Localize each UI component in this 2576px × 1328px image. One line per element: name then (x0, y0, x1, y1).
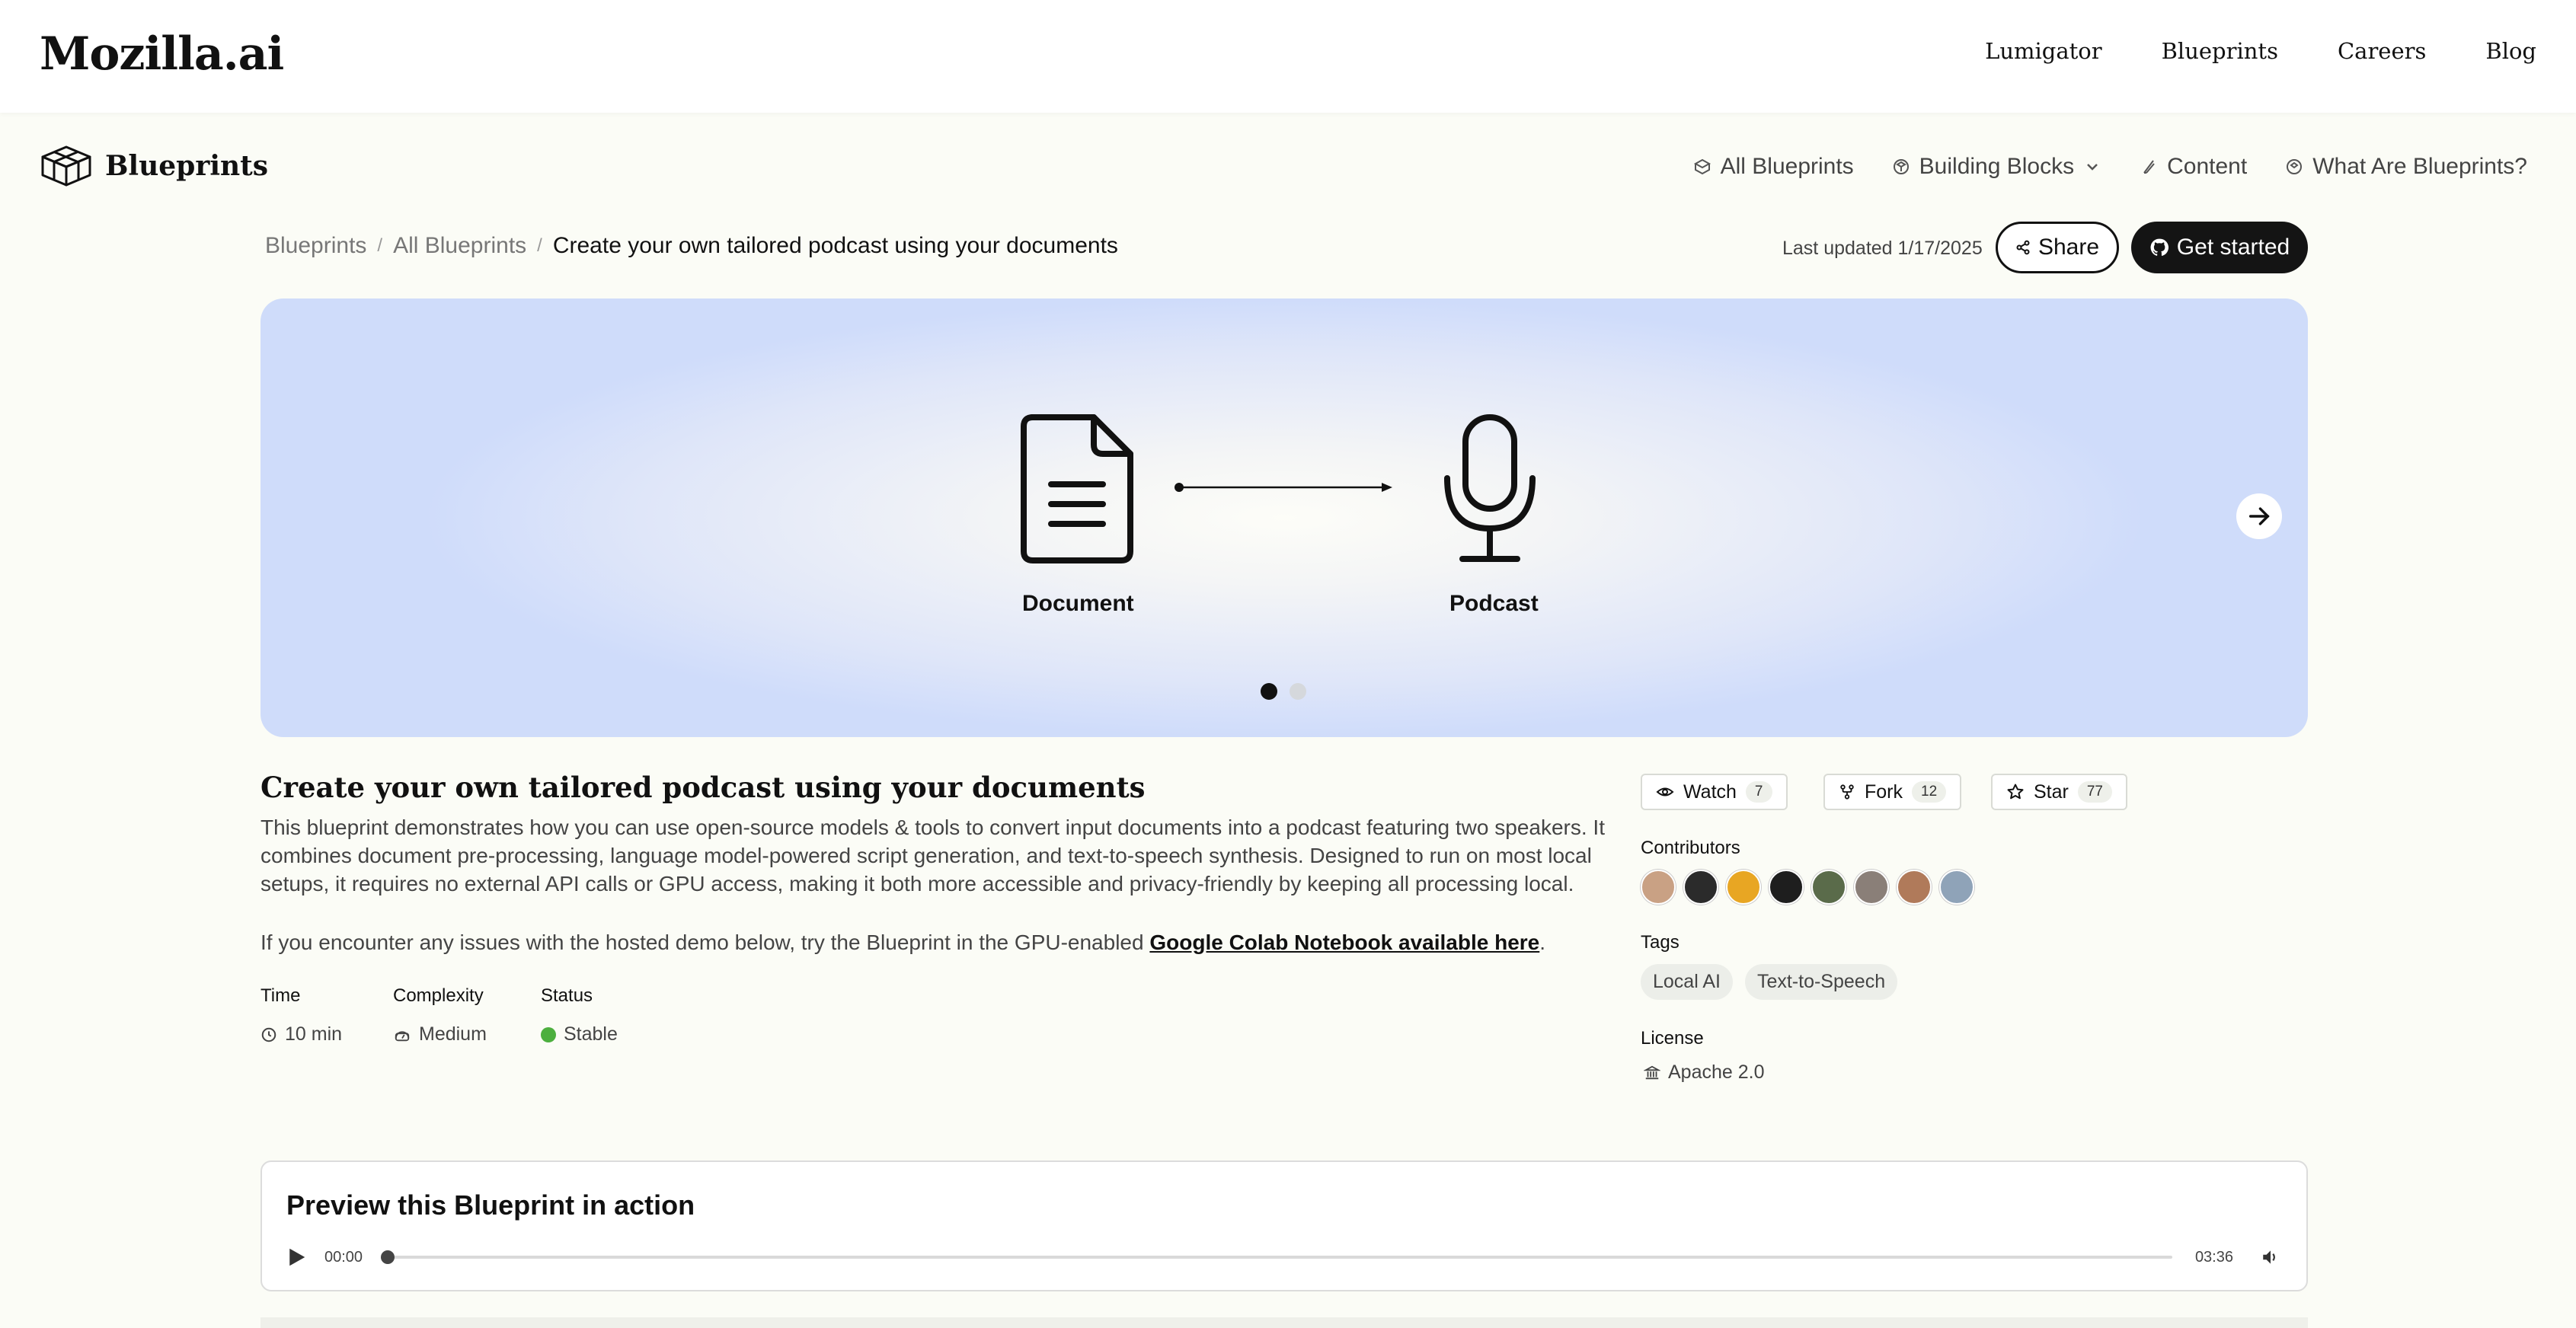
subnav-what-are-blueprints[interactable] (2285, 154, 2527, 180)
blueprint-title: Create your own tailored podcast using your documents (260, 771, 1146, 804)
get-started-label: Get started (2176, 235, 2290, 260)
status-label: Status (541, 985, 593, 1006)
audio-player (285, 1238, 2280, 1276)
colab-note-end: . (1539, 931, 1546, 954)
share-icon (2015, 240, 2031, 255)
watch-label: Watch (1683, 781, 1737, 803)
cube-icon (1693, 158, 1711, 176)
meta-complexity (393, 985, 487, 1045)
fork-count: 12 (1912, 781, 1946, 803)
carousel-dot-1[interactable] (1261, 683, 1277, 700)
arrow-right-icon (2246, 503, 2272, 529)
breadcrumb-blueprints[interactable]: Blueprints (265, 233, 367, 258)
colab-note (260, 931, 1545, 955)
avatar[interactable] (1854, 870, 1889, 905)
avatar[interactable] (1683, 870, 1718, 905)
time-value: 10 min (285, 1023, 343, 1045)
blueprints-subheader (0, 113, 2576, 219)
document-icon (1021, 414, 1133, 563)
breadcrumb-separator: / (537, 235, 542, 256)
chevron-down-icon (2083, 158, 2101, 176)
top-nav (1985, 38, 2536, 64)
star-label: Star (2034, 781, 2069, 803)
fork-label: Fork (1865, 781, 1903, 803)
avatar[interactable] (1726, 870, 1761, 905)
tags-list (1641, 964, 1897, 1000)
star-count: 77 (2078, 781, 2112, 803)
license-value-row (1644, 1061, 1765, 1084)
time-value-row (260, 1023, 342, 1045)
arrow-connector (1173, 480, 1394, 495)
current-time: 00:00 (324, 1248, 363, 1266)
top-navbar (0, 0, 2576, 113)
document-label: Document (1022, 591, 1134, 616)
carousel-dot-2[interactable] (1290, 683, 1306, 700)
tag-local-ai[interactable]: Local AI (1641, 964, 1733, 1000)
volume-icon[interactable] (2261, 1247, 2280, 1267)
fork-button[interactable] (1823, 774, 1961, 810)
podcast-label: Podcast (1449, 591, 1539, 616)
get-started-button[interactable] (2131, 222, 2308, 273)
colab-note-text: If you encounter any issues with the hosted demo below, try the Blueprint in the GPU-enabled (260, 931, 1150, 954)
last-updated: Last updated 1/17/2025 (1782, 238, 1983, 259)
carousel-next-button[interactable] (2236, 493, 2282, 539)
fork-icon (1839, 783, 1855, 801)
meta-time (260, 985, 342, 1045)
tag-text-to-speech[interactable]: Text-to-Speech (1745, 964, 1897, 1000)
tags-label: Tags (1641, 932, 1680, 953)
blueprint-description: This blueprint demonstrates how you can use open-source models & tools to convert input documents into a podcast featuring two speakers. It combines document pre-processing, language model-powered script generation, and text-to-speech synthesis. Designed to run on most local setups, it requires no external API calls or GPU access, making it both more accessible and privacy-friendly by keeping all processing local. (260, 816, 1605, 895)
breadcrumb-separator: / (377, 235, 383, 256)
license-label: License (1641, 1028, 1704, 1049)
blueprints-logo-text: Blueprints (105, 150, 269, 182)
status-value-row (541, 1023, 618, 1045)
help-icon (2285, 158, 2303, 176)
subnav-all-blueprints-label: All Blueprints (1720, 154, 1854, 179)
preview-title: Preview this Blueprint in action (286, 1189, 695, 1221)
watch-button[interactable] (1641, 774, 1788, 810)
breadcrumb-all-blueprints[interactable]: All Blueprints (393, 233, 527, 258)
blueprints-logo[interactable] (40, 145, 268, 187)
status-value: Stable (564, 1023, 618, 1045)
nav-blog[interactable]: Blog (2485, 38, 2536, 64)
next-section-edge (260, 1317, 2308, 1328)
content-icon (2140, 158, 2158, 176)
nav-blueprints[interactable]: Blueprints (2161, 38, 2278, 64)
complexity-label: Complexity (393, 985, 484, 1006)
mozilla-ai-logo[interactable]: Mozilla.ai (40, 27, 284, 81)
avatar[interactable] (1769, 870, 1804, 905)
star-icon (2006, 783, 2025, 801)
subnav-all-blueprints[interactable] (1693, 154, 1854, 180)
microphone-icon (1443, 414, 1537, 563)
star-button[interactable] (1991, 774, 2127, 810)
preview-section (260, 1160, 2308, 1291)
contributors-label: Contributors (1641, 838, 1740, 858)
clock-icon (260, 1026, 277, 1043)
avatar[interactable] (1897, 870, 1932, 905)
avatar[interactable] (1641, 870, 1676, 905)
blocks-icon (1892, 158, 1910, 176)
contributors-list (1641, 870, 1974, 905)
blueprints-nav (1693, 154, 2527, 180)
duration: 03:36 (2194, 1248, 2233, 1266)
status-dot-icon (541, 1027, 556, 1042)
avatar[interactable] (1811, 870, 1846, 905)
carousel-dots (1261, 683, 1306, 700)
share-label: Share (2037, 235, 2100, 260)
bank-icon (1644, 1065, 1660, 1081)
nav-careers[interactable]: Careers (2337, 38, 2427, 64)
time-label: Time (260, 985, 301, 1006)
meta-status (541, 985, 618, 1045)
audio-progress-slider[interactable] (385, 1256, 2172, 1259)
subnav-what-are-blueprints-label: What Are Blueprints? (2312, 154, 2527, 179)
subnav-content[interactable] (2140, 154, 2247, 180)
nav-lumigator[interactable]: Lumigator (1985, 38, 2102, 64)
gauge-icon (393, 1026, 411, 1043)
breadcrumb (265, 233, 1118, 259)
colab-notebook-link[interactable]: Google Colab Notebook available here (1149, 931, 1540, 954)
license-value: Apache 2.0 (1668, 1061, 1765, 1083)
share-button[interactable] (1996, 222, 2119, 273)
play-icon[interactable] (285, 1245, 308, 1269)
watch-count: 7 (1746, 781, 1772, 803)
avatar[interactable] (1939, 870, 1974, 905)
complexity-value-row (393, 1023, 487, 1045)
complexity-value: Medium (419, 1023, 487, 1045)
subnav-building-blocks-label: Building Blocks (1919, 154, 2075, 179)
eye-icon (1656, 783, 1674, 801)
hero-carousel (260, 298, 2308, 737)
audio-progress-knob[interactable] (381, 1250, 395, 1264)
breadcrumb-current: Create your own tailored podcast using your documents (552, 233, 1118, 258)
github-icon (2149, 238, 2169, 257)
subnav-content-label: Content (2167, 154, 2248, 179)
blueprints-cube-icon (40, 145, 93, 187)
subnav-building-blocks[interactable] (1892, 154, 2101, 180)
